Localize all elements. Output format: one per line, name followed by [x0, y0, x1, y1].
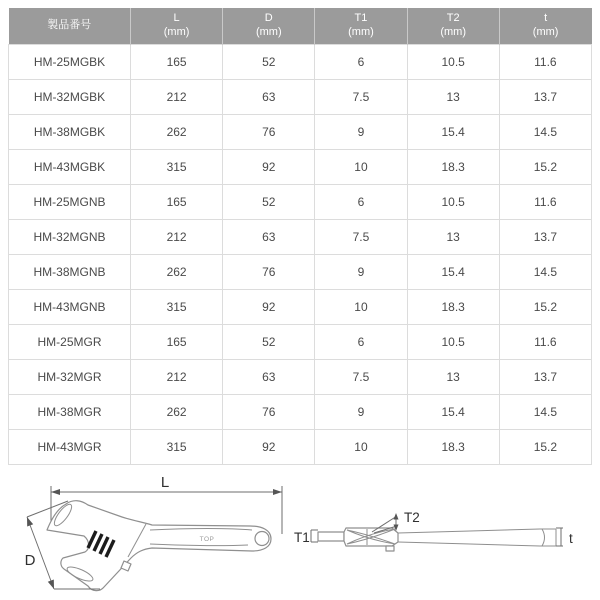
hanging-hole — [255, 532, 269, 546]
cell-t1: 7.5 — [315, 220, 407, 255]
header-row — [9, 8, 592, 45]
cell-t: 11.6 — [499, 325, 591, 360]
cell-t: 11.6 — [499, 45, 591, 80]
column-header-l — [131, 8, 223, 45]
handle-profile — [398, 529, 556, 546]
table-row — [9, 150, 592, 185]
column-label: D — [264, 12, 273, 25]
cell-l: 262 — [131, 115, 223, 150]
cell-t1: 6 — [315, 325, 407, 360]
cell-d: 63 — [223, 220, 315, 255]
table-row — [9, 325, 592, 360]
spec-table — [8, 8, 592, 465]
cell-d: 92 — [223, 430, 315, 465]
column-unit: (mm) — [440, 26, 466, 38]
cell-t: 13.7 — [499, 360, 591, 395]
cell-d: 76 — [223, 395, 315, 430]
cell-t: 13.7 — [499, 220, 591, 255]
cell-t2: 15.4 — [407, 395, 499, 430]
cell-t1: 10 — [315, 150, 407, 185]
cell-l: 315 — [131, 150, 223, 185]
cell-model: HM-43MGNB — [9, 290, 131, 325]
cell-d: 63 — [223, 80, 315, 115]
cell-model: HM-25MGNB — [9, 185, 131, 220]
cell-l: 262 — [131, 395, 223, 430]
cell-model: HM-32MGBK — [9, 80, 131, 115]
cell-t2: 13 — [407, 360, 499, 395]
cell-d: 76 — [223, 255, 315, 290]
l-dimension-label: L — [160, 474, 170, 491]
cell-t1: 9 — [315, 255, 407, 290]
t-dimension-label: t — [569, 531, 573, 546]
cell-model: HM-25MGBK — [9, 45, 131, 80]
cell-t: 14.5 — [499, 255, 591, 290]
cell-t: 14.5 — [499, 115, 591, 150]
cell-l: 262 — [131, 255, 223, 290]
cell-t2: 15.4 — [407, 255, 499, 290]
column-label: T1 — [354, 12, 368, 25]
cell-t1: 10 — [315, 290, 407, 325]
cell-t1: 9 — [315, 395, 407, 430]
cell-l: 212 — [131, 80, 223, 115]
cell-t2: 13 — [407, 80, 499, 115]
table-row — [9, 360, 592, 395]
table-row — [9, 80, 592, 115]
dimension-diagram — [0, 462, 600, 600]
cell-t: 14.5 — [499, 395, 591, 430]
column-unit: (mm) — [255, 26, 282, 38]
cell-t2: 15.4 — [407, 115, 499, 150]
cell-t2: 18.3 — [407, 290, 499, 325]
cell-model: HM-38MGR — [9, 395, 131, 430]
t1-bracket — [311, 530, 318, 542]
cell-d: 52 — [223, 185, 315, 220]
cell-l: 212 — [131, 360, 223, 395]
table-row — [9, 255, 592, 290]
cell-model: HM-32MGR — [9, 360, 131, 395]
column-header-model — [9, 8, 131, 45]
column-label: 製品番号 — [47, 19, 92, 32]
cell-d: 63 — [223, 360, 315, 395]
cell-l: 315 — [131, 430, 223, 465]
cell-t1: 7.5 — [315, 80, 407, 115]
cell-t: 11.6 — [499, 185, 591, 220]
cell-l: 165 — [131, 45, 223, 80]
brand-logo: TOP — [199, 536, 215, 543]
cell-t: 15.2 — [499, 290, 591, 325]
adjuster-tab-profile — [386, 546, 394, 551]
column-unit: (mm) — [348, 26, 374, 38]
table-row — [9, 115, 592, 150]
cell-t2: 18.3 — [407, 430, 499, 465]
column-label: t — [544, 12, 548, 25]
d-dimension-label: D — [24, 552, 36, 569]
cell-model: HM-25MGR — [9, 325, 131, 360]
t-bracket — [556, 528, 563, 546]
column-unit: (mm) — [532, 26, 559, 38]
column-label: T2 — [446, 12, 460, 25]
cell-l: 315 — [131, 290, 223, 325]
cell-t2: 10.5 — [407, 185, 499, 220]
column-label: L — [173, 12, 180, 25]
table-row — [9, 395, 592, 430]
cell-model: HM-32MGNB — [9, 220, 131, 255]
cell-t1: 10 — [315, 430, 407, 465]
table-row — [9, 45, 592, 80]
cell-t: 15.2 — [499, 150, 591, 185]
column-header-d — [223, 8, 315, 45]
cell-t2: 10.5 — [407, 45, 499, 80]
column-header-t1 — [315, 8, 407, 45]
cell-d: 92 — [223, 150, 315, 185]
column-header-t — [499, 8, 591, 45]
cell-t2: 10.5 — [407, 325, 499, 360]
cell-t2: 13 — [407, 220, 499, 255]
cell-t1: 6 — [315, 185, 407, 220]
cell-l: 212 — [131, 220, 223, 255]
column-header-t2 — [407, 8, 499, 45]
wrench-top-view — [294, 510, 573, 551]
cell-t1: 9 — [315, 115, 407, 150]
cell-model: HM-43MGBK — [9, 150, 131, 185]
cell-t1: 7.5 — [315, 360, 407, 395]
t1-dimension-label: T1 — [294, 530, 310, 545]
jaw-tip-profile — [318, 532, 344, 541]
cell-t2: 18.3 — [407, 150, 499, 185]
cell-d: 92 — [223, 290, 315, 325]
cell-model: HM-38MGNB — [9, 255, 131, 290]
table-row — [9, 430, 592, 465]
column-unit: (mm) — [163, 26, 190, 38]
cell-d: 76 — [223, 115, 315, 150]
cell-l: 165 — [131, 325, 223, 360]
cell-t: 15.2 — [499, 430, 591, 465]
cell-t: 13.7 — [499, 80, 591, 115]
cell-t1: 6 — [315, 45, 407, 80]
cell-d: 52 — [223, 325, 315, 360]
table-row — [9, 185, 592, 220]
table-row — [9, 220, 592, 255]
cell-d: 52 — [223, 45, 315, 80]
table-row — [9, 290, 592, 325]
cell-model: HM-43MGR — [9, 430, 131, 465]
wrench-side-view — [25, 474, 282, 591]
cell-l: 165 — [131, 185, 223, 220]
cell-model: HM-38MGBK — [9, 115, 131, 150]
t2-dimension-label: T2 — [404, 510, 420, 525]
